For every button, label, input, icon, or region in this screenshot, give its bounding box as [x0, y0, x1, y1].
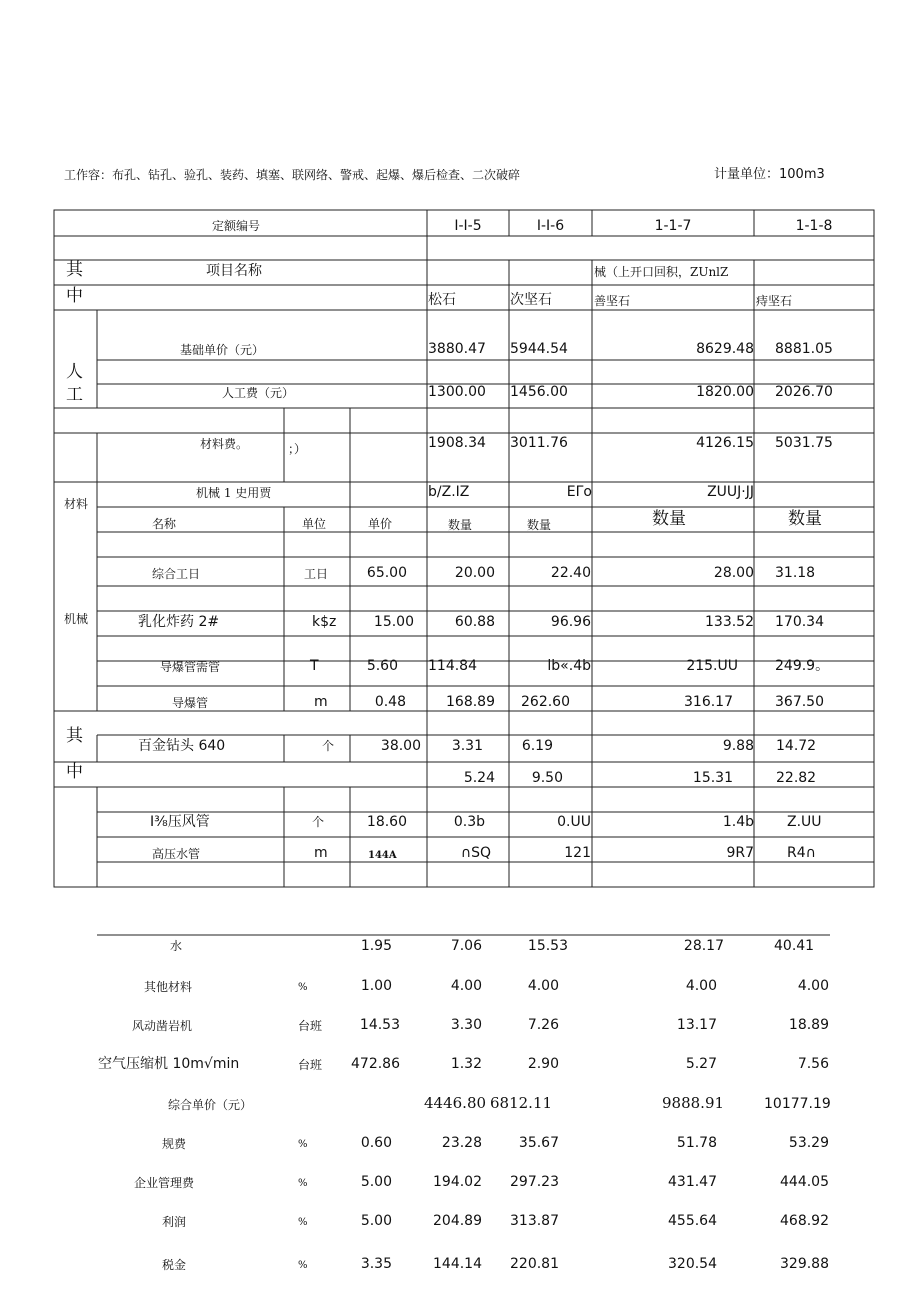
base-price-label: 基础单价（元）: [180, 343, 265, 357]
row-unit: 工日: [304, 567, 329, 581]
lower-qty: 329.88: [780, 1256, 829, 1272]
row-unit: m: [314, 845, 328, 861]
row-name: 乳化炸药 2#: [138, 614, 220, 630]
rock-type: 次坚石: [510, 292, 552, 308]
lower-qty: 297.23: [510, 1174, 559, 1190]
group-label-material: 材料: [64, 497, 89, 511]
group-label-machine: 机械: [64, 612, 89, 626]
row-qty: 249.9。: [775, 658, 830, 674]
labor-cost-value: 2026.70: [775, 384, 833, 400]
row-name: 导爆管: [172, 696, 209, 710]
lower-price: 472.86: [351, 1056, 400, 1072]
row-qty: 60.88: [454, 614, 495, 630]
lower-name: 其他材料: [144, 980, 193, 994]
quota-code: 1-1-7: [654, 218, 692, 234]
row-qty: 262.60: [521, 694, 570, 710]
lower-price: 3.35: [360, 1256, 392, 1272]
row-price: 65.00: [366, 565, 407, 581]
lower-name: 空气压缩机 10m√min: [98, 1056, 240, 1072]
row-name: I⅜压风管: [150, 814, 210, 830]
lower-qty: 204.89: [433, 1213, 482, 1229]
row-qty: 114.84: [428, 658, 477, 674]
lower-qty: 313.87: [510, 1213, 559, 1229]
row-qty: 22.82: [776, 770, 817, 786]
lower-qty: 431.47: [668, 1174, 717, 1190]
group-label-qi: 其: [66, 726, 83, 746]
lower-qty: 5.27: [685, 1056, 717, 1072]
row-qty: 168.89: [446, 694, 495, 710]
base-price-value: 5944.54: [510, 341, 568, 357]
lower-qty: 15.53: [527, 938, 568, 954]
base-price-value: 8881.05: [775, 341, 833, 357]
labor-cost-label: 人工费（元）: [222, 386, 295, 400]
lower-qty: 18.89: [788, 1017, 829, 1033]
row-price: 5.60: [366, 658, 398, 674]
lower-qty: 35.67: [518, 1135, 559, 1151]
row-qty: lb«.4b: [547, 658, 591, 674]
col-header-qty: 数量: [652, 509, 686, 529]
row-qty: 9.50: [531, 770, 563, 786]
row-qty: 5.24: [463, 770, 495, 786]
lower-price: 1.00: [360, 978, 392, 994]
machine-cost-value: b/Z.IZ: [428, 484, 470, 500]
row-qty: 0.3b: [453, 814, 485, 830]
qi-label: 其: [66, 260, 83, 280]
work-content: 工作容：布孔、钻孔、验孔、装药、填塞、联网络、警戒、起爆、爆后检查、二次破碎: [64, 168, 521, 182]
col-header-price: 单价: [368, 517, 393, 531]
row-qty: 170.34: [775, 614, 824, 630]
row-qty: 316.17: [684, 694, 733, 710]
row-unit: 个: [322, 739, 335, 753]
measurement-unit: 计量单位：100m3: [714, 167, 825, 182]
row-qty: 31.18: [775, 565, 816, 581]
lower-qty: 4446.80: [424, 1094, 487, 1112]
lower-unit: 台班: [298, 1058, 323, 1072]
lower-name: 利润: [162, 1215, 187, 1229]
row-qty: 96.96: [550, 614, 591, 630]
lower-qty: 9888.91: [662, 1094, 725, 1112]
project-name-label: 项目名称: [206, 263, 262, 279]
row-qty: 3.31: [451, 738, 483, 754]
lower-name: 规费: [162, 1137, 187, 1151]
lower-qty: 40.41: [774, 938, 815, 954]
material-cost-value: 4126.15: [696, 435, 754, 451]
lower-qty: 7.26: [527, 1017, 559, 1033]
row-qty: 22.40: [550, 565, 591, 581]
material-cost-value: 3011.76: [510, 435, 568, 451]
row-price: 144A: [368, 850, 397, 861]
row-unit: T: [310, 658, 319, 674]
quota-code: I-I-5: [454, 218, 482, 234]
lower-qty: 220.81: [510, 1256, 559, 1272]
row-qty: 1.4b: [722, 814, 754, 830]
rock-type: 痔坚石: [756, 294, 793, 308]
lower-qty: 1.32: [450, 1056, 482, 1072]
row-qty: 28.00: [713, 565, 754, 581]
row-unit: m: [314, 694, 328, 710]
material-cost-value: 5031.75: [775, 435, 833, 451]
lower-unit: %: [298, 1260, 308, 1271]
row-qty: 15.31: [692, 770, 733, 786]
lower-qty: 3.30: [450, 1017, 482, 1033]
lower-name: 税金: [162, 1258, 187, 1272]
labor-cost-value: 1456.00: [510, 384, 568, 400]
labor-cost-value: 1300.00: [428, 384, 486, 400]
row-qty: Z.UU: [787, 814, 822, 830]
quota-code: I-I-6: [536, 218, 565, 234]
col-header-qty: 数量: [527, 518, 552, 532]
row-name: 百金钻头 640: [138, 738, 226, 754]
row-name: 导爆管需管: [160, 660, 221, 674]
lower-qty: 2.90: [527, 1056, 559, 1072]
lower-qty: 7.56: [797, 1056, 829, 1072]
row-qty: R4∩: [787, 845, 816, 861]
lower-unit: %: [298, 982, 308, 993]
lower-qty: 23.28: [441, 1135, 482, 1151]
material-cost-label: 材料费。: [200, 437, 249, 451]
lower-qty: 13.17: [676, 1017, 717, 1033]
lower-name: 综合单价（元）: [168, 1098, 253, 1112]
group-label-gong: 工: [66, 385, 83, 405]
lower-qty: 7.06: [450, 938, 482, 954]
lower-qty: 6812.11: [490, 1094, 553, 1112]
machine-cost-value: EΓo: [566, 484, 592, 500]
row-qty: 215.UU: [686, 658, 738, 674]
lower-name: 风动凿岩机: [132, 1019, 193, 1033]
row-qty: 6.19: [521, 738, 553, 754]
lower-unit: %: [298, 1217, 308, 1228]
rock-type: 松石: [428, 292, 456, 308]
row-name: 综合工日: [152, 567, 201, 581]
machine-cost-value: ZUUJ·JJ: [707, 484, 754, 500]
row-unit: 个: [312, 815, 325, 829]
row-qty: 0.UU: [557, 814, 591, 830]
lower-qty: 4.00: [797, 978, 829, 994]
base-price-value: 8629.48: [696, 341, 754, 357]
lower-qty: 455.64: [668, 1213, 717, 1229]
material-cost-extra: ；）: [288, 442, 307, 456]
group-label-zhong: 中: [66, 762, 83, 782]
quota-number-label: 定额编号: [212, 219, 261, 233]
row-price: 15.00: [373, 614, 414, 630]
row-qty: 121: [564, 845, 591, 861]
lower-unit: 台班: [298, 1019, 323, 1033]
lower-name: 企业管理费: [134, 1176, 195, 1190]
col-header-unit: 单位: [302, 517, 327, 531]
lower-price: 5.00: [360, 1213, 392, 1229]
lower-price: 1.95: [360, 938, 392, 954]
row-price: 0.48: [374, 694, 406, 710]
row-qty: 9.88: [722, 738, 754, 754]
lower-price: 14.53: [359, 1017, 400, 1033]
row-qty: 9R7: [726, 845, 754, 861]
row-name: 高压水管: [152, 847, 201, 861]
quota-code: 1-1-8: [795, 218, 833, 234]
lower-name: 水: [170, 939, 183, 953]
material-cost-value: 1908.34: [428, 435, 486, 451]
col-header-qty: 数量: [448, 518, 473, 532]
col-header-name: 名称: [152, 517, 177, 531]
lower-qty: 28.17: [683, 938, 724, 954]
lower-qty: 10177.19: [764, 1096, 831, 1112]
col-header-qty: 数量: [788, 509, 822, 529]
rock-type: 善坚石: [594, 294, 631, 308]
lower-qty: 4.00: [685, 978, 717, 994]
lower-qty: 444.05: [780, 1174, 829, 1190]
row-price: 18.60: [366, 814, 407, 830]
row-unit: k$z: [312, 614, 337, 630]
group-label-ren: 人: [66, 362, 83, 382]
lower-qty: 194.02: [433, 1174, 482, 1190]
lower-unit: %: [298, 1178, 308, 1189]
machine-cost-label: 机械 1 史用贾: [196, 486, 272, 500]
lower-qty: 468.92: [780, 1213, 829, 1229]
lower-unit: %: [298, 1139, 308, 1150]
zhong-label: 中: [66, 286, 83, 306]
row-qty: 20.00: [454, 565, 495, 581]
row-price: 38.00: [380, 738, 421, 754]
lower-qty: 51.78: [676, 1135, 717, 1151]
lower-qty: 4.00: [527, 978, 559, 994]
lower-price: 0.60: [360, 1135, 392, 1151]
row-qty: 367.50: [775, 694, 824, 710]
lower-qty: 320.54: [668, 1256, 717, 1272]
lower-qty: 144.14: [433, 1256, 482, 1272]
lower-qty: 53.29: [788, 1135, 829, 1151]
base-price-value: 3880.47: [428, 341, 486, 357]
row-qty: 133.52: [705, 614, 754, 630]
row-qty: 14.72: [776, 738, 817, 754]
row-qty: ∩SQ: [460, 845, 491, 861]
lower-qty: 4.00: [450, 978, 482, 994]
labor-cost-value: 1820.00: [696, 384, 754, 400]
lower-price: 5.00: [360, 1174, 392, 1190]
machine-note: 械（上开口回积，ZUnlZ: [594, 265, 729, 279]
